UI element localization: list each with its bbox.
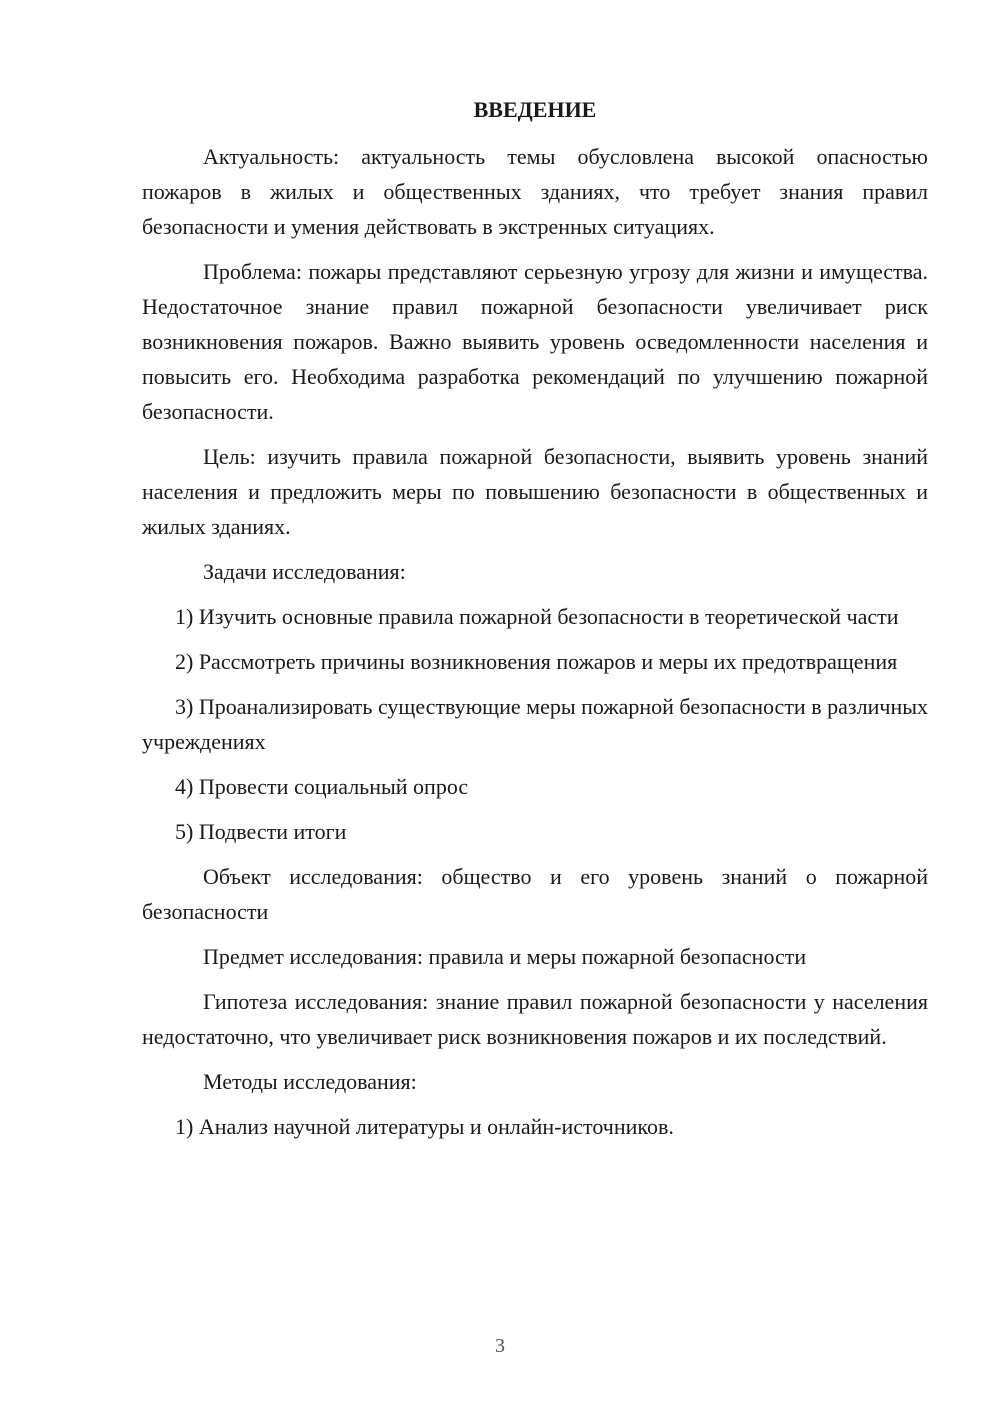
problem-paragraph: Проблема: пожары представляют серьезную угрозу для жизни и имущества. Недостаточное знание правил пожарной безопасности увеличивает риск возникновения пожаров. Важно выявить уровень осведомленности населения и повысить его. Необходима разработка рекомендаций по улучшению пожарной безопасности. [142,259,928,424]
task-item-3: 3) Проанализировать существующие меры пожарной безопасности в различных учреждениях [142,694,928,754]
methods-heading: Методы исследования: [203,1069,417,1094]
goal-paragraph: Цель: изучить правила пожарной безопасности, выявить уровень знаний населения и предложить меры по повышению безопасности в общественных и жилых зданиях. [142,444,928,539]
task-item-5: 5) Подвести итоги [175,819,347,844]
document-page [142,95,928,1154]
relevance-paragraph: Актуальность: актуальность темы обусловлена высокой опасностью пожаров в жилых и общественных зданиях, что требует знания правил безопасности и умения действовать в экстренных ситуациях. [142,144,928,239]
object-paragraph: Объект исследования: общество и его уровень знаний о пожарной безопасности [142,864,928,924]
method-item-1: 1) Анализ научной литературы и онлайн-источников. [175,1114,674,1139]
task-item-2: 2) Рассмотреть причины возникновения пожаров и меры их предотвращения [175,649,898,674]
task-item-1: 1) Изучить основные правила пожарной безопасности в теоретической части [175,604,899,629]
tasks-heading: Задачи исследования: [203,559,406,584]
hypothesis-paragraph: Гипотеза исследования: знание правил пожарной безопасности у населения недостаточно, что увеличивает риск возникновения пожаров и их последствий. [142,989,928,1049]
task-item-4: 4) Провести социальный опрос [175,774,469,799]
subject-paragraph: Предмет исследования: правила и меры пожарной безопасности [203,944,807,969]
section-title: ВВЕДЕНИЕ [473,97,597,122]
page-number: 3 [495,1335,505,1357]
